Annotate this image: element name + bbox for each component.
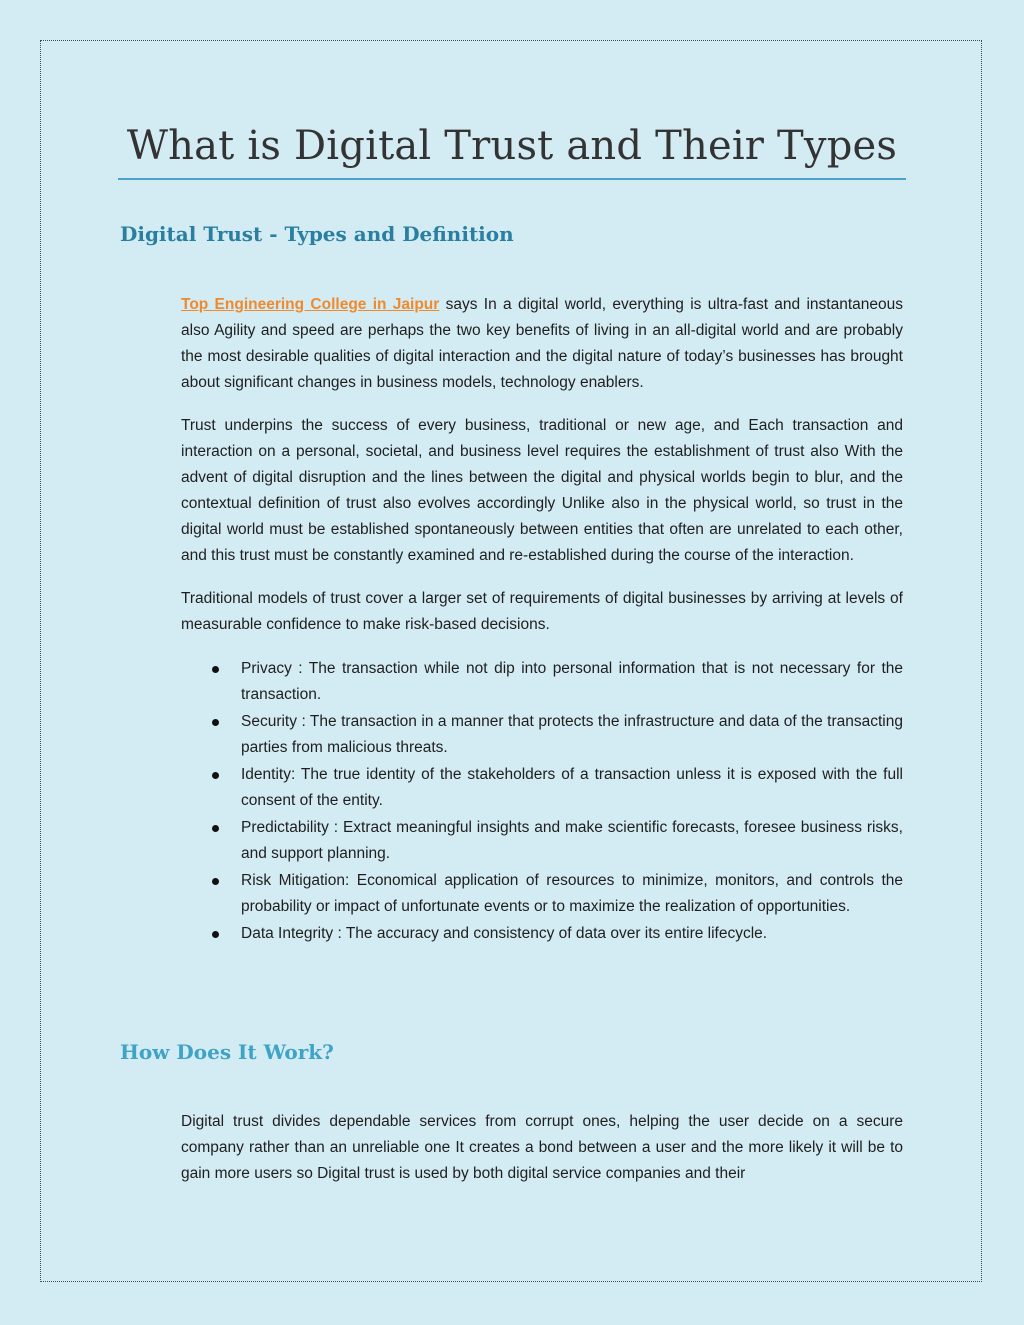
bullet-icon (212, 825, 219, 832)
list-item-text: Risk Mitigation: Economical application of resources to minimize, monitors, and controls the probability or impact of unfortunate events or to maximize the realization of opportunities. (241, 872, 903, 915)
list-item-text: Data Integrity : The accuracy and consistency of data over its entire lifecycle. (241, 925, 768, 942)
bullet-icon (212, 772, 219, 779)
paragraph-models: Traditional models of trust cover a larger set of requirements of digital businesses by arriving at levels of measurable confidence to make risk-based decisions. (181, 590, 903, 633)
list-item (181, 868, 903, 920)
section-body-types (181, 292, 903, 948)
page-title: What is Digital Trust and Their Types (126, 123, 898, 169)
list-item-text: Identity: The true identity of the stakeholders of a transaction unless it is exposed with the full consent of the entity. (241, 766, 903, 809)
paragraph-how-it-works: Digital trust divides dependable services from corrupt ones, helping the user decide on a secure company rather than an unreliable one It creates a bond between a user and the more likely it will be to gain more users so Digital trust is used by both digital service companies and their (181, 1113, 903, 1182)
list-item-text: Predictability : Extract meaningful insights and make scientific forecasts, foresee business risks, and support planning. (241, 819, 903, 862)
list-item (181, 709, 903, 761)
section-heading-types: Digital Trust - Types and Definition (120, 222, 514, 246)
list-item (181, 762, 903, 814)
list-item (181, 656, 903, 708)
list-item (181, 921, 903, 947)
bullet-icon (212, 719, 219, 726)
bullet-icon (212, 666, 219, 673)
list-item-text: Security : The transaction in a manner that protects the infrastructure and data of the transacting parties from malicious threats. (241, 713, 903, 756)
list-item (181, 815, 903, 867)
section-body-how-it-works (181, 1109, 903, 1204)
paragraph-intro (181, 292, 903, 396)
paragraph-trust: Trust underpins the success of every business, traditional or new age, and Each transaction and interaction on a personal, societal, and business level requires the establishment of trust also With the advent of digital disruption and the lines between the digital and physical worlds begin to blur, and the contextual definition of trust also evolves accordingly Unlike also in the physical world, so trust in the digital world must be established spontaneously between entities that often are unrelated to each other, and this trust must be constantly examined and re-established during the course of the interaction. (181, 417, 903, 564)
paragraph-intro-text: says In a digital world, everything is ultra-fast and instantaneous also Agility and speed are perhaps the two key benefits of living in an all-digital world and are probably the most desirable qualities of digital interaction and the digital nature of today’s businesses has brought about significant changes in business models, technology enablers. (181, 296, 903, 391)
bullet-icon (212, 931, 219, 938)
section-heading-how-it-works: How Does It Work? (120, 1040, 334, 1064)
trust-types-list (181, 656, 903, 947)
college-link[interactable]: Top Engineering College in Jaipur (181, 296, 440, 313)
bullet-icon (212, 878, 219, 885)
title-underline (118, 178, 906, 180)
list-item-text: Privacy : The transaction while not dip into personal information that is not necessary for the transaction. (241, 660, 903, 703)
